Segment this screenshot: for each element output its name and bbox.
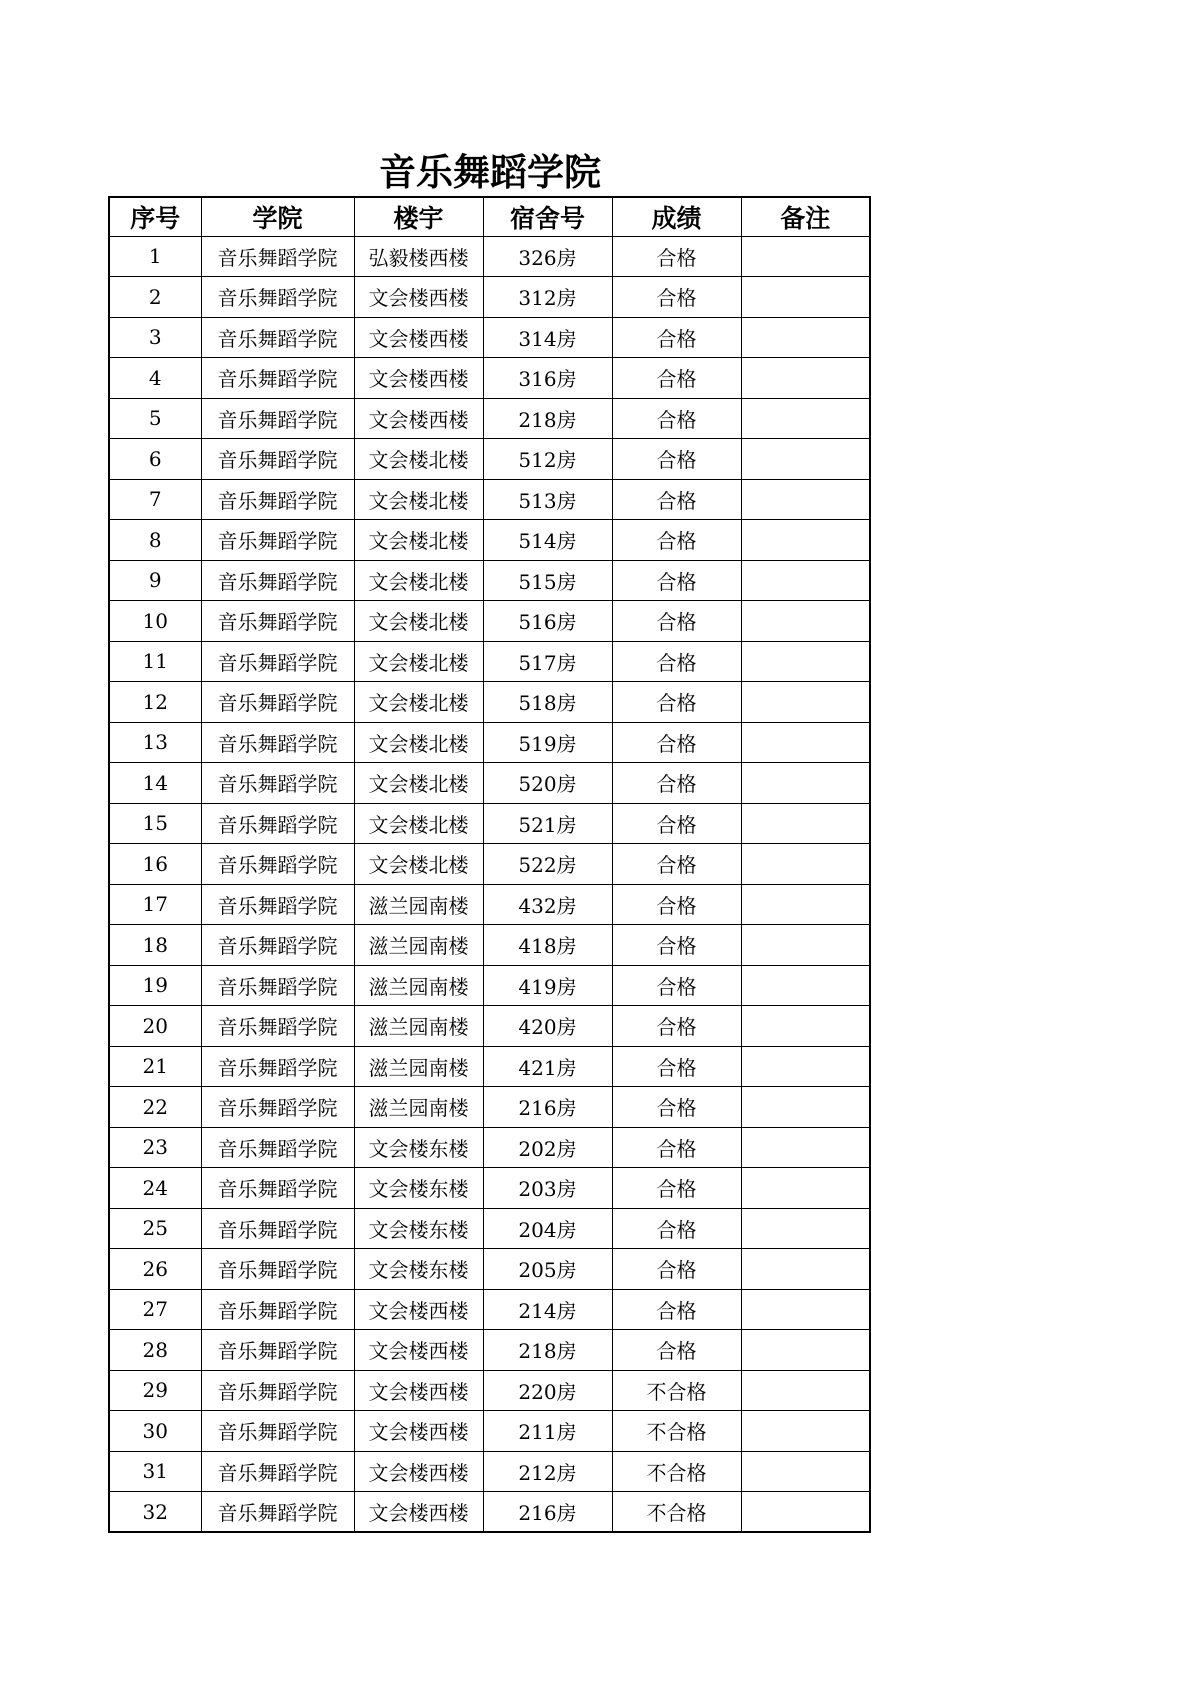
cell-building: 文会楼北楼	[354, 560, 483, 601]
cell-remark	[741, 479, 870, 520]
cell-remark	[741, 317, 870, 358]
cell-index: 1	[109, 236, 201, 277]
cell-college: 音乐舞蹈学院	[201, 479, 354, 520]
cell-index: 16	[109, 844, 201, 885]
cell-index: 22	[109, 1087, 201, 1128]
cell-room: 513房	[483, 479, 612, 520]
cell-room: 316房	[483, 358, 612, 399]
cell-remark	[741, 1006, 870, 1047]
cell-index: 28	[109, 1330, 201, 1371]
cell-remark	[741, 1492, 870, 1533]
cell-remark	[741, 1451, 870, 1492]
table-row	[109, 601, 870, 642]
cell-room: 216房	[483, 1087, 612, 1128]
cell-room: 418房	[483, 925, 612, 966]
cell-result: 合格	[612, 1249, 741, 1290]
cell-building: 文会楼北楼	[354, 479, 483, 520]
cell-remark	[741, 520, 870, 561]
cell-result: 合格	[612, 317, 741, 358]
cell-result: 合格	[612, 398, 741, 439]
table-row	[109, 358, 870, 399]
cell-room: 314房	[483, 317, 612, 358]
cell-college: 音乐舞蹈学院	[201, 1289, 354, 1330]
table-row	[109, 803, 870, 844]
cell-result: 合格	[612, 1289, 741, 1330]
page-title: 音乐舞蹈学院	[379, 151, 601, 194]
cell-remark	[741, 1370, 870, 1411]
cell-index: 29	[109, 1370, 201, 1411]
table-row	[109, 439, 870, 480]
cell-result: 合格	[612, 277, 741, 318]
table-row	[109, 641, 870, 682]
table-row	[109, 1330, 870, 1371]
cell-building: 文会楼西楼	[354, 317, 483, 358]
cell-room: 211房	[483, 1411, 612, 1452]
cell-index: 6	[109, 439, 201, 480]
cell-building: 文会楼西楼	[354, 1370, 483, 1411]
cell-building: 滋兰园南楼	[354, 925, 483, 966]
cell-college: 音乐舞蹈学院	[201, 1451, 354, 1492]
cell-remark	[741, 1330, 870, 1371]
cell-building: 文会楼西楼	[354, 277, 483, 318]
cell-result: 不合格	[612, 1451, 741, 1492]
cell-college: 音乐舞蹈学院	[201, 965, 354, 1006]
table-row	[109, 1370, 870, 1411]
cell-college: 音乐舞蹈学院	[201, 844, 354, 885]
cell-result: 合格	[612, 358, 741, 399]
cell-room: 516房	[483, 601, 612, 642]
table-row	[109, 1208, 870, 1249]
cell-room: 216房	[483, 1492, 612, 1533]
cell-room: 204房	[483, 1208, 612, 1249]
cell-college: 音乐舞蹈学院	[201, 1006, 354, 1047]
cell-remark	[741, 682, 870, 723]
cell-result: 合格	[612, 925, 741, 966]
table-row	[109, 1289, 870, 1330]
cell-result: 合格	[612, 965, 741, 1006]
table-body	[109, 236, 870, 1532]
cell-result: 合格	[612, 1127, 741, 1168]
cell-index: 21	[109, 1046, 201, 1087]
cell-college: 音乐舞蹈学院	[201, 439, 354, 480]
cell-room: 218房	[483, 398, 612, 439]
cell-result: 合格	[612, 520, 741, 561]
cell-index: 9	[109, 560, 201, 601]
cell-room: 205房	[483, 1249, 612, 1290]
table-header-row	[109, 197, 870, 236]
cell-building: 文会楼西楼	[354, 1492, 483, 1533]
table-row	[109, 398, 870, 439]
cell-building: 文会楼东楼	[354, 1249, 483, 1290]
cell-remark	[741, 601, 870, 642]
header-result: 成绩	[612, 197, 741, 236]
cell-room: 214房	[483, 1289, 612, 1330]
cell-index: 26	[109, 1249, 201, 1290]
cell-result: 不合格	[612, 1370, 741, 1411]
table-row	[109, 682, 870, 723]
cell-result: 不合格	[612, 1492, 741, 1533]
table-row	[109, 925, 870, 966]
table-row	[109, 236, 870, 277]
cell-college: 音乐舞蹈学院	[201, 1208, 354, 1249]
cell-college: 音乐舞蹈学院	[201, 520, 354, 561]
cell-building: 文会楼东楼	[354, 1208, 483, 1249]
cell-building: 文会楼东楼	[354, 1127, 483, 1168]
cell-college: 音乐舞蹈学院	[201, 1492, 354, 1533]
cell-college: 音乐舞蹈学院	[201, 925, 354, 966]
cell-remark	[741, 1289, 870, 1330]
cell-room: 518房	[483, 682, 612, 723]
header-remark: 备注	[741, 197, 870, 236]
cell-result: 合格	[612, 803, 741, 844]
cell-college: 音乐舞蹈学院	[201, 722, 354, 763]
cell-result: 合格	[612, 1046, 741, 1087]
cell-room: 514房	[483, 520, 612, 561]
cell-result: 不合格	[612, 1411, 741, 1452]
cell-result: 合格	[612, 1208, 741, 1249]
cell-result: 合格	[612, 641, 741, 682]
cell-remark	[741, 763, 870, 804]
cell-result: 合格	[612, 560, 741, 601]
cell-remark	[741, 641, 870, 682]
cell-remark	[741, 1046, 870, 1087]
cell-room: 517房	[483, 641, 612, 682]
cell-building: 滋兰园南楼	[354, 884, 483, 925]
cell-remark	[741, 560, 870, 601]
cell-result: 合格	[612, 763, 741, 804]
cell-college: 音乐舞蹈学院	[201, 1046, 354, 1087]
cell-college: 音乐舞蹈学院	[201, 560, 354, 601]
cell-index: 19	[109, 965, 201, 1006]
cell-college: 音乐舞蹈学院	[201, 317, 354, 358]
cell-college: 音乐舞蹈学院	[201, 1127, 354, 1168]
cell-room: 326房	[483, 236, 612, 277]
cell-index: 32	[109, 1492, 201, 1533]
cell-room: 312房	[483, 277, 612, 318]
cell-index: 25	[109, 1208, 201, 1249]
cell-index: 20	[109, 1006, 201, 1047]
cell-result: 合格	[612, 884, 741, 925]
cell-building: 滋兰园南楼	[354, 1046, 483, 1087]
cell-index: 8	[109, 520, 201, 561]
cell-index: 14	[109, 763, 201, 804]
cell-index: 27	[109, 1289, 201, 1330]
cell-remark	[741, 1249, 870, 1290]
cell-remark	[741, 884, 870, 925]
table-row	[109, 763, 870, 804]
cell-college: 音乐舞蹈学院	[201, 1411, 354, 1452]
cell-building: 文会楼北楼	[354, 763, 483, 804]
table-row	[109, 560, 870, 601]
cell-college: 音乐舞蹈学院	[201, 884, 354, 925]
table-row	[109, 520, 870, 561]
cell-remark	[741, 1411, 870, 1452]
table-row	[109, 884, 870, 925]
cell-remark	[741, 722, 870, 763]
cell-room: 432房	[483, 884, 612, 925]
cell-remark	[741, 358, 870, 399]
cell-remark	[741, 844, 870, 885]
cell-building: 文会楼西楼	[354, 358, 483, 399]
cell-index: 15	[109, 803, 201, 844]
cell-result: 合格	[612, 236, 741, 277]
cell-room: 220房	[483, 1370, 612, 1411]
cell-result: 合格	[612, 1330, 741, 1371]
cell-room: 512房	[483, 439, 612, 480]
table-row	[109, 1168, 870, 1209]
cell-building: 文会楼北楼	[354, 641, 483, 682]
table-row	[109, 1451, 870, 1492]
cell-remark	[741, 236, 870, 277]
cell-college: 音乐舞蹈学院	[201, 641, 354, 682]
header-college: 学院	[201, 197, 354, 236]
cell-result: 合格	[612, 601, 741, 642]
header-room: 宿舍号	[483, 197, 612, 236]
table-row	[109, 1006, 870, 1047]
table-row	[109, 1411, 870, 1452]
cell-remark	[741, 277, 870, 318]
cell-building: 文会楼西楼	[354, 1451, 483, 1492]
cell-remark	[741, 965, 870, 1006]
cell-index: 31	[109, 1451, 201, 1492]
cell-index: 11	[109, 641, 201, 682]
cell-building: 滋兰园南楼	[354, 1087, 483, 1128]
table-row	[109, 277, 870, 318]
cell-building: 文会楼北楼	[354, 520, 483, 561]
cell-building: 文会楼西楼	[354, 1330, 483, 1371]
cell-index: 3	[109, 317, 201, 358]
cell-index: 17	[109, 884, 201, 925]
table-row	[109, 317, 870, 358]
table-row	[109, 1087, 870, 1128]
cell-index: 10	[109, 601, 201, 642]
cell-building: 文会楼北楼	[354, 601, 483, 642]
cell-remark	[741, 398, 870, 439]
cell-college: 音乐舞蹈学院	[201, 601, 354, 642]
table-row	[109, 965, 870, 1006]
header-building: 楼宇	[354, 197, 483, 236]
cell-college: 音乐舞蹈学院	[201, 682, 354, 723]
table-row	[109, 1046, 870, 1087]
table-row	[109, 1127, 870, 1168]
cell-remark	[741, 1208, 870, 1249]
cell-college: 音乐舞蹈学院	[201, 1370, 354, 1411]
cell-college: 音乐舞蹈学院	[201, 1330, 354, 1371]
cell-room: 203房	[483, 1168, 612, 1209]
dormitory-table	[108, 196, 871, 1533]
cell-room: 521房	[483, 803, 612, 844]
cell-result: 合格	[612, 439, 741, 480]
cell-room: 202房	[483, 1127, 612, 1168]
cell-remark	[741, 803, 870, 844]
cell-remark	[741, 1168, 870, 1209]
table-row	[109, 722, 870, 763]
cell-index: 23	[109, 1127, 201, 1168]
cell-building: 滋兰园南楼	[354, 965, 483, 1006]
cell-room: 520房	[483, 763, 612, 804]
cell-room: 522房	[483, 844, 612, 885]
cell-room: 421房	[483, 1046, 612, 1087]
cell-index: 18	[109, 925, 201, 966]
cell-college: 音乐舞蹈学院	[201, 1249, 354, 1290]
cell-room: 419房	[483, 965, 612, 1006]
cell-building: 文会楼西楼	[354, 398, 483, 439]
cell-college: 音乐舞蹈学院	[201, 398, 354, 439]
cell-index: 24	[109, 1168, 201, 1209]
cell-college: 音乐舞蹈学院	[201, 236, 354, 277]
cell-building: 弘毅楼西楼	[354, 236, 483, 277]
table-row	[109, 1249, 870, 1290]
cell-room: 515房	[483, 560, 612, 601]
cell-building: 滋兰园南楼	[354, 1006, 483, 1047]
cell-remark	[741, 1087, 870, 1128]
cell-room: 218房	[483, 1330, 612, 1371]
cell-remark	[741, 439, 870, 480]
cell-room: 420房	[483, 1006, 612, 1047]
cell-index: 12	[109, 682, 201, 723]
cell-index: 2	[109, 277, 201, 318]
table-row	[109, 1492, 870, 1533]
cell-building: 文会楼西楼	[354, 1289, 483, 1330]
cell-building: 文会楼北楼	[354, 439, 483, 480]
cell-college: 音乐舞蹈学院	[201, 803, 354, 844]
cell-college: 音乐舞蹈学院	[201, 277, 354, 318]
cell-building: 文会楼东楼	[354, 1168, 483, 1209]
cell-result: 合格	[612, 844, 741, 885]
cell-index: 5	[109, 398, 201, 439]
cell-result: 合格	[612, 1006, 741, 1047]
cell-building: 文会楼西楼	[354, 1411, 483, 1452]
cell-college: 音乐舞蹈学院	[201, 763, 354, 804]
table-row	[109, 479, 870, 520]
cell-index: 7	[109, 479, 201, 520]
cell-college: 音乐舞蹈学院	[201, 358, 354, 399]
cell-result: 合格	[612, 479, 741, 520]
cell-remark	[741, 925, 870, 966]
cell-room: 519房	[483, 722, 612, 763]
cell-index: 30	[109, 1411, 201, 1452]
header-index: 序号	[109, 197, 201, 236]
cell-building: 文会楼北楼	[354, 844, 483, 885]
cell-building: 文会楼北楼	[354, 722, 483, 763]
cell-result: 合格	[612, 1087, 741, 1128]
cell-index: 4	[109, 358, 201, 399]
cell-index: 13	[109, 722, 201, 763]
cell-college: 音乐舞蹈学院	[201, 1168, 354, 1209]
cell-room: 212房	[483, 1451, 612, 1492]
cell-result: 合格	[612, 682, 741, 723]
cell-college: 音乐舞蹈学院	[201, 1087, 354, 1128]
table-row	[109, 844, 870, 885]
cell-remark	[741, 1127, 870, 1168]
cell-result: 合格	[612, 722, 741, 763]
cell-result: 合格	[612, 1168, 741, 1209]
cell-building: 文会楼北楼	[354, 682, 483, 723]
cell-building: 文会楼北楼	[354, 803, 483, 844]
